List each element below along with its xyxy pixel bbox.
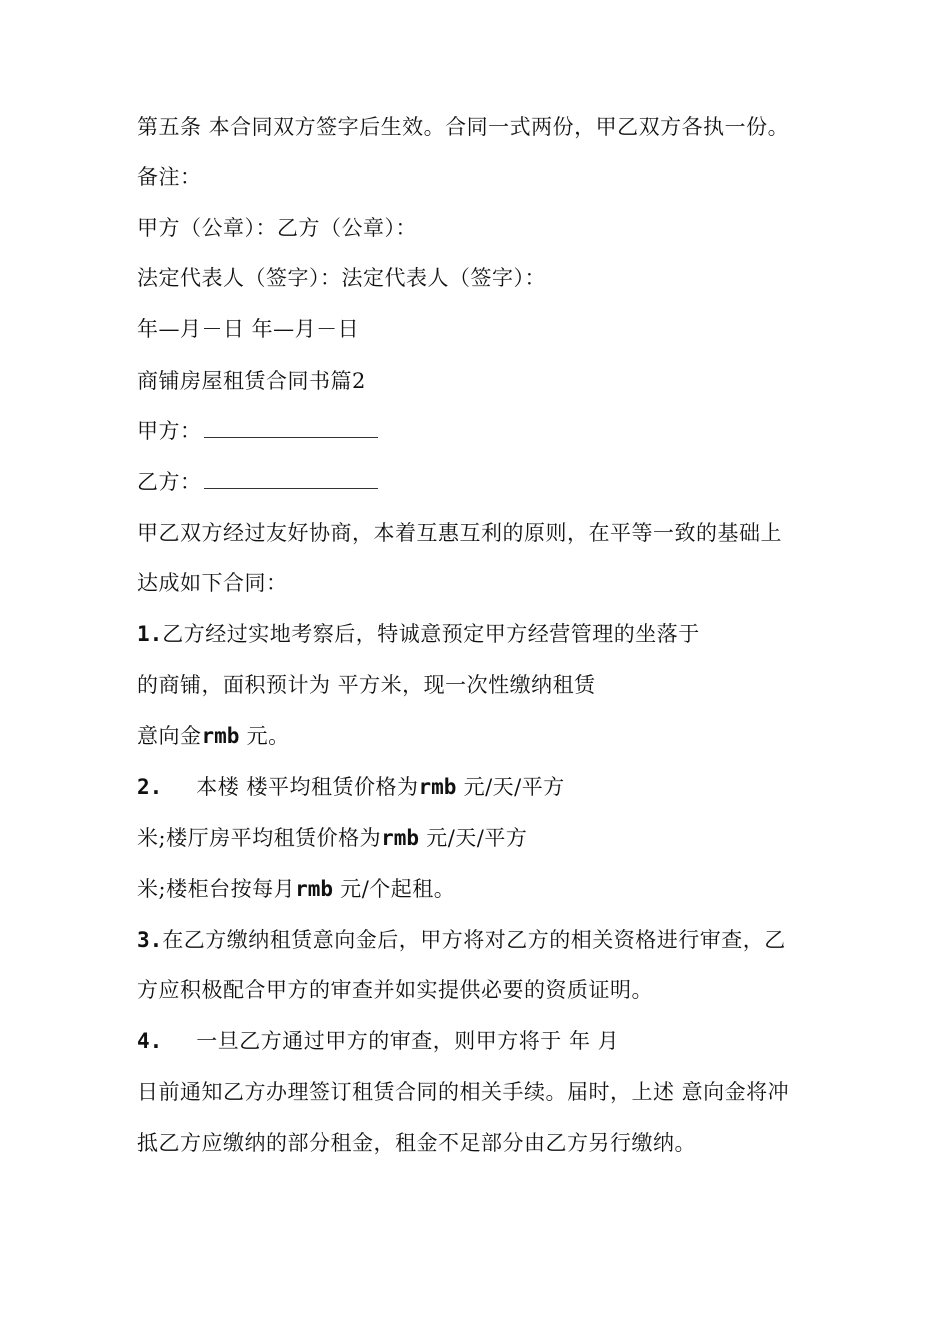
item-2-rmb-1: rmb xyxy=(418,775,457,799)
item-1-text-3a: 意向金 xyxy=(137,724,202,748)
item-4-line-1 xyxy=(137,1027,619,1055)
item-3-text-1: 在乙方缴纳租赁意向金后，甲方将对乙方的相关资格进行审查，乙 xyxy=(162,928,786,952)
item-2-line-2 xyxy=(137,824,527,852)
item-3-line-1 xyxy=(137,926,786,954)
item-2-text-1a: 本楼 楼平均租赁价格为 xyxy=(196,775,419,799)
date-line: 年—月－日 年—月－日 xyxy=(137,317,360,341)
item-2-text-1b: 元/天/平方 xyxy=(456,775,565,799)
item-2-line-1 xyxy=(137,773,565,801)
item-2-text-2a: 米;楼厅房平均租赁价格为 xyxy=(137,826,382,850)
item-4-line-2: 日前通知乙方办理签订租赁合同的相关手续。届时，上述 意向金将冲 xyxy=(137,1080,790,1104)
item-1-rmb: rmb xyxy=(201,724,240,748)
seal-line: 甲方（公章）：乙方（公章）： xyxy=(137,216,417,240)
item-2-rmb-3: rmb xyxy=(295,877,334,901)
item-4-line-3: 抵乙方应缴纳的部分租金，租金不足部分由乙方另行缴纳。 xyxy=(137,1131,696,1155)
party-a-blank xyxy=(204,417,378,438)
item-2-rmb-2: rmb xyxy=(381,826,420,850)
article-5-text: 第五条 本合同双方签字后生效。合同一式两份，甲乙双方各执一份。 xyxy=(137,115,790,139)
item-2-number: 2. xyxy=(137,775,163,799)
item-3-line-2: 方应积极配合甲方的审查并如实提供必要的资质证明。 xyxy=(137,978,653,1002)
item-2-line-3 xyxy=(137,875,455,903)
item-4-number: 4. xyxy=(137,1029,163,1053)
item-1-number: 1. xyxy=(137,622,163,646)
item-4-text-1: 一旦乙方通过甲方的审查，则甲方将于 年 月 xyxy=(196,1029,620,1053)
section-title: 商铺房屋租赁合同书篇2 xyxy=(137,369,366,393)
item-3-number: 3. xyxy=(137,928,163,952)
party-a-row xyxy=(137,417,378,445)
item-2-text-3a: 米;楼柜台按每月 xyxy=(137,877,296,901)
item-1-text-1: 乙方经过实地考察后，特诚意预定甲方经营管理的坐落于 xyxy=(162,622,700,646)
party-b-blank xyxy=(204,468,378,489)
item-1-line-2: 的商铺，面积预计为 平方米，现一次性缴纳租赁 xyxy=(137,673,596,697)
signature-line: 法定代表人（签字）：法定代表人（签字）： xyxy=(137,266,546,290)
item-2-text-3b: 元/个起租。 xyxy=(333,877,456,901)
remarks-label: 备注： xyxy=(137,165,202,189)
party-a-label: 甲方： xyxy=(137,419,202,443)
party-b-label: 乙方： xyxy=(137,470,202,494)
item-1-text-3b: 元。 xyxy=(239,724,290,748)
item-1-line-3 xyxy=(137,722,290,750)
intro-line-1: 甲乙双方经过友好协商，本着互惠互利的原则，在平等一致的基础上 xyxy=(137,521,782,545)
party-b-row xyxy=(137,468,378,496)
intro-line-2: 达成如下合同： xyxy=(137,571,288,595)
item-2-text-2b: 元/天/平方 xyxy=(419,826,528,850)
item-1-line-1 xyxy=(137,620,700,648)
